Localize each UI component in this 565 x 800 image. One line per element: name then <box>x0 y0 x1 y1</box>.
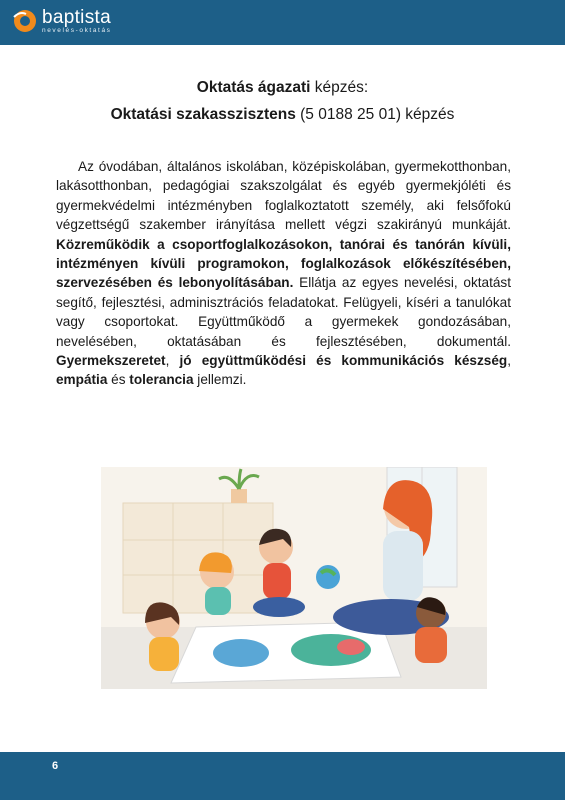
baptista-logo-icon <box>12 8 38 34</box>
separator: , <box>165 353 180 369</box>
classroom-illustration <box>101 467 487 689</box>
text-bold-cooperation: jó együttműködési és kommunikációs készség <box>179 353 508 369</box>
header-bar <box>0 0 565 45</box>
text-tasks: Ellátja az egyes nevelési, oktatást segítő, fejlesztési, adminisztrációs feladatokat. Felügyeli, kíséri a tanulókat vagy csoportokat. Együttműködő a gyermekek gondozásában, nevelésében, oktatásában és fejlesztésében, dokumentál. <box>56 275 511 349</box>
text-bold-empathy: empátia <box>56 372 108 388</box>
page-number: 6 <box>52 760 59 772</box>
footer-bar <box>0 752 565 800</box>
text-intro: Az óvodában, általános iskolában, középiskolában, gyermekotthonban, lakásotthonban, pedagógiai szakszolgálat és egyéb gyermekjóléti és gyermekvédelmi intézményben foglalkoztatott személy, aki felsőfokú végzettségű szakember irányítása mellett végzi szakirányú munkáját. <box>56 159 511 233</box>
text-bold-tolerance: tolerancia <box>129 372 194 388</box>
description <box>56 157 511 390</box>
description-paragraph <box>56 157 511 390</box>
text-ending: jellemzi. <box>193 372 247 388</box>
logo-name: baptista <box>42 7 111 28</box>
logo-subtitle: nevelés-oktatás <box>42 27 112 34</box>
title-line2-rest: (5 0188 25 01) képzés <box>295 106 455 123</box>
page-title <box>0 74 565 128</box>
separator: , <box>507 353 511 369</box>
title-line1-bold: Oktatás ágazati <box>196 79 311 96</box>
title-line2-bold: Oktatási szakasszisztens <box>110 106 296 123</box>
text-bold-duties: Közreműködik a csoportfoglalkozásokon, tanórai és tanórán kívüli, intézményen kívüli programokon, foglalkozások előkészítésében, szervezésében és lebonyolításában. <box>56 236 511 291</box>
baptista-logo <box>12 8 112 35</box>
text-bold-love-of-children: Gyermekszeretet <box>56 353 166 369</box>
conjunction: és <box>107 372 130 388</box>
title-line1-rest: képzés: <box>310 79 369 96</box>
